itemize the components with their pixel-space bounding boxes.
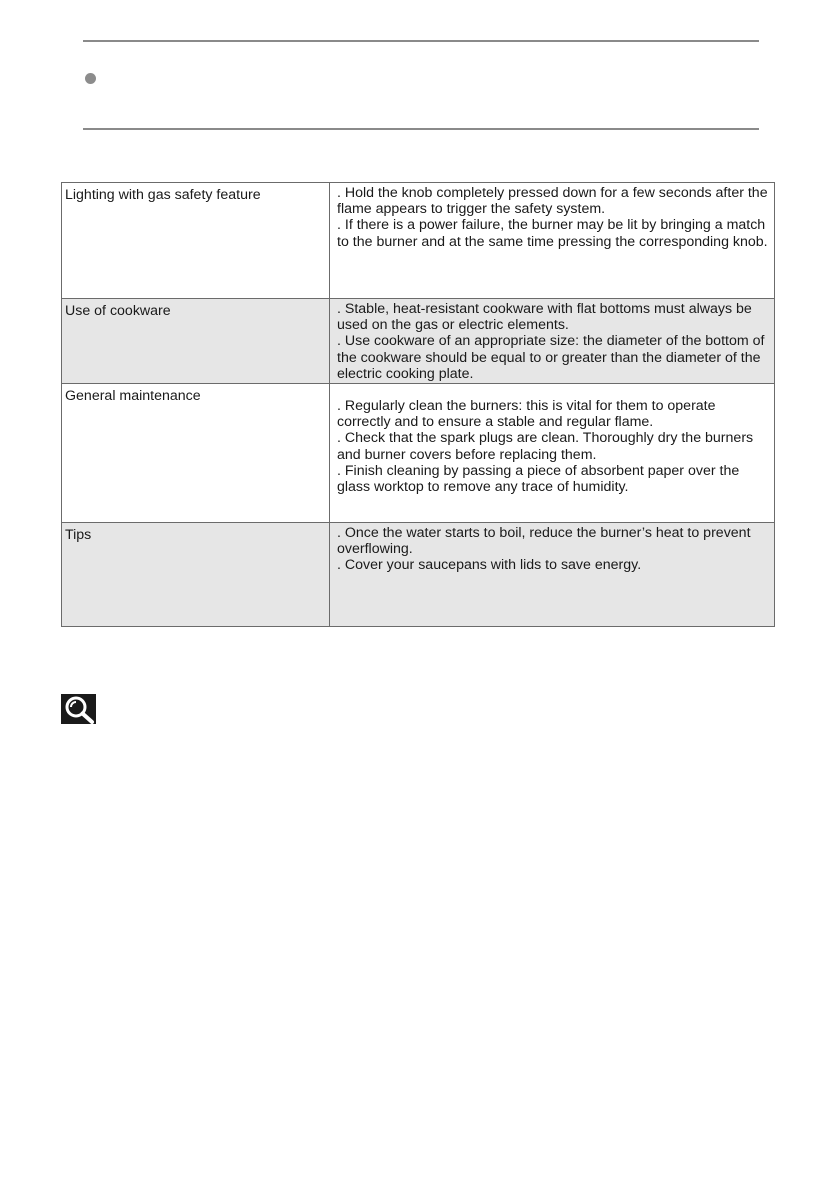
row-label-cell (62, 384, 330, 523)
row-description-cell (330, 384, 775, 523)
description-line: . Hold the knob completely pressed down for a few seconds after the flame appears to trigger the safety system. (337, 185, 768, 218)
bullet-dot-icon (85, 73, 96, 84)
row-label: Tips (65, 527, 92, 543)
row-label: Use of cookware (65, 303, 171, 319)
row-label: Lighting with gas safety feature (65, 187, 261, 203)
header-rule-top (83, 40, 759, 42)
description-line: . Use cookware of an appropriate size: the diameter of the bottom of the cookware should be equal to or greater than the diameter of the electric cooking plate. (337, 333, 765, 382)
description-line: . Check that the spark plugs are clean. Thoroughly dry the burners and burner covers before replacing them. (337, 430, 754, 463)
description-line: . Cover your saucepans with lids to save energy. (337, 557, 642, 574)
magnifier-icon (61, 694, 96, 724)
cooking-tips-table (61, 182, 775, 627)
table-row (62, 384, 775, 523)
description-line: . Stable, heat-resistant cookware with flat bottoms must always be used on the gas or electric elements. (337, 301, 752, 334)
row-label-cell (62, 183, 330, 299)
description-line: . Once the water starts to boil, reduce the burner’s heat to prevent overflowing. (337, 525, 751, 558)
row-label-cell (62, 299, 330, 384)
header-rule-bottom (83, 128, 759, 130)
description-line: . If there is a power failure, the burner may be lit by bringing a match to the burner and at the same time pressing the corresponding knob. (337, 217, 768, 250)
table-row (62, 523, 775, 627)
table-row (62, 299, 775, 384)
description-line: . Finish cleaning by passing a piece of absorbent paper over the glass worktop to remove any trace of humidity. (337, 462, 740, 496)
row-description-cell (330, 183, 775, 299)
row-description-cell (330, 299, 775, 384)
row-label: General maintenance (65, 388, 201, 404)
table-row (62, 183, 775, 299)
row-description-cell (330, 523, 775, 627)
row-label-cell (62, 523, 330, 627)
description-line: . Regularly clean the burners: this is vital for them to operate correctly and to ensure a stable and regular flame. (337, 398, 716, 431)
